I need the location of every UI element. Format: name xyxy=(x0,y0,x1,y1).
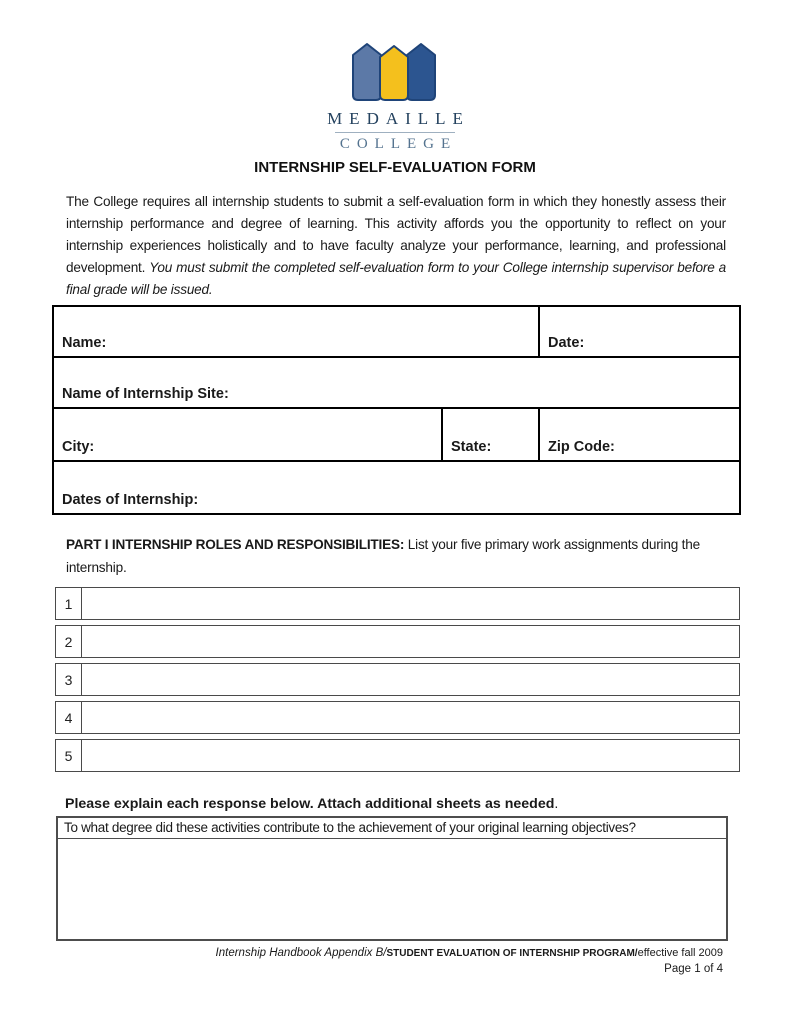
response-question: To what degree did these activities contribute to the achievement of your original learning objectives? xyxy=(58,818,726,839)
assignment-number: 3 xyxy=(56,664,82,695)
explain-prompt-suffix: . xyxy=(554,796,559,812)
response-input-area[interactable] xyxy=(58,839,726,939)
table-row xyxy=(53,306,740,357)
intro-paragraph xyxy=(66,191,726,301)
assignment-row xyxy=(55,663,740,696)
assignment-row xyxy=(55,739,740,772)
city-field-cell[interactable] xyxy=(53,408,442,461)
table-row xyxy=(53,461,740,514)
college-name-secondary: COLLEGE xyxy=(339,136,458,152)
assignment-number: 1 xyxy=(56,588,82,619)
table-row xyxy=(53,408,740,461)
name-label: Name: xyxy=(62,335,107,351)
assignment-input-area[interactable] xyxy=(82,740,739,771)
zip-field-cell[interactable] xyxy=(539,408,740,461)
intro-text-normal: The College requires all internship students to submit a self-evaluation form in which they honestly assess their internship performance and degree of learning. This activity affords you the opportunity to reflect on your internship experiences holistically and to have faculty analyze your performance, learning, and professional development. xyxy=(66,194,726,275)
logo-house-middle xyxy=(380,46,408,100)
assignment-input-area[interactable] xyxy=(82,626,739,657)
assignment-number: 4 xyxy=(56,702,82,733)
medaille-logo-icon xyxy=(351,42,439,102)
zip-label: Zip Code: xyxy=(548,439,615,455)
name-field-cell[interactable] xyxy=(53,306,539,357)
assignment-input-area[interactable] xyxy=(82,664,739,695)
site-label: Name of Internship Site: xyxy=(62,386,229,402)
date-field-cell[interactable] xyxy=(539,306,740,357)
footer-effective-text: effective fall 2009 xyxy=(637,947,723,959)
part1-heading-normal: List your five primary work assignments during the internship. xyxy=(66,537,700,575)
part1-heading-bold: PART I INTERNSHIP ROLES AND RESPONSIBILITIES: xyxy=(66,537,405,552)
date-label: Date: xyxy=(548,335,585,351)
assignment-row xyxy=(55,587,740,620)
college-logo xyxy=(0,42,790,177)
state-field-cell[interactable] xyxy=(442,408,539,461)
assignments-list xyxy=(55,587,740,772)
assignment-input-area[interactable] xyxy=(82,702,739,733)
document-footer xyxy=(216,946,723,977)
form-title: INTERNSHIP SELF-EVALUATION FORM xyxy=(254,159,536,176)
assignment-row xyxy=(55,625,740,658)
explain-prompt xyxy=(65,796,790,812)
state-label: State: xyxy=(451,439,492,455)
assignment-input-area[interactable] xyxy=(82,588,739,619)
logo-house-right xyxy=(407,44,435,100)
dates-field-cell[interactable] xyxy=(53,461,740,514)
info-table xyxy=(52,305,741,515)
assignment-row xyxy=(55,701,740,734)
response-box xyxy=(56,816,728,941)
city-label: City: xyxy=(62,439,95,455)
logo-house-left xyxy=(353,44,381,100)
dates-label: Dates of Internship: xyxy=(62,492,199,508)
site-field-cell[interactable] xyxy=(53,357,740,408)
page-number: Page 1 of 4 xyxy=(664,963,723,975)
assignment-number: 2 xyxy=(56,626,82,657)
assignment-number: 5 xyxy=(56,740,82,771)
table-row xyxy=(53,357,740,408)
footer-handbook-text: Internship Handbook Appendix B/ xyxy=(215,947,387,959)
footer-program-text: STUDENT EVALUATION OF INTERNSHIP PROGRAM/ xyxy=(386,948,638,959)
explain-prompt-bold: Please explain each response below. Attach additional sheets as needed xyxy=(65,796,555,812)
part1-heading xyxy=(66,533,726,579)
intro-text-italic: You must submit the completed self-evaluation form to your College internship supervisor before a final grade will be issued. xyxy=(66,260,726,297)
logo-divider xyxy=(335,132,455,133)
footer-citation xyxy=(216,946,723,961)
college-name-primary: MEDAILLE xyxy=(327,109,470,128)
